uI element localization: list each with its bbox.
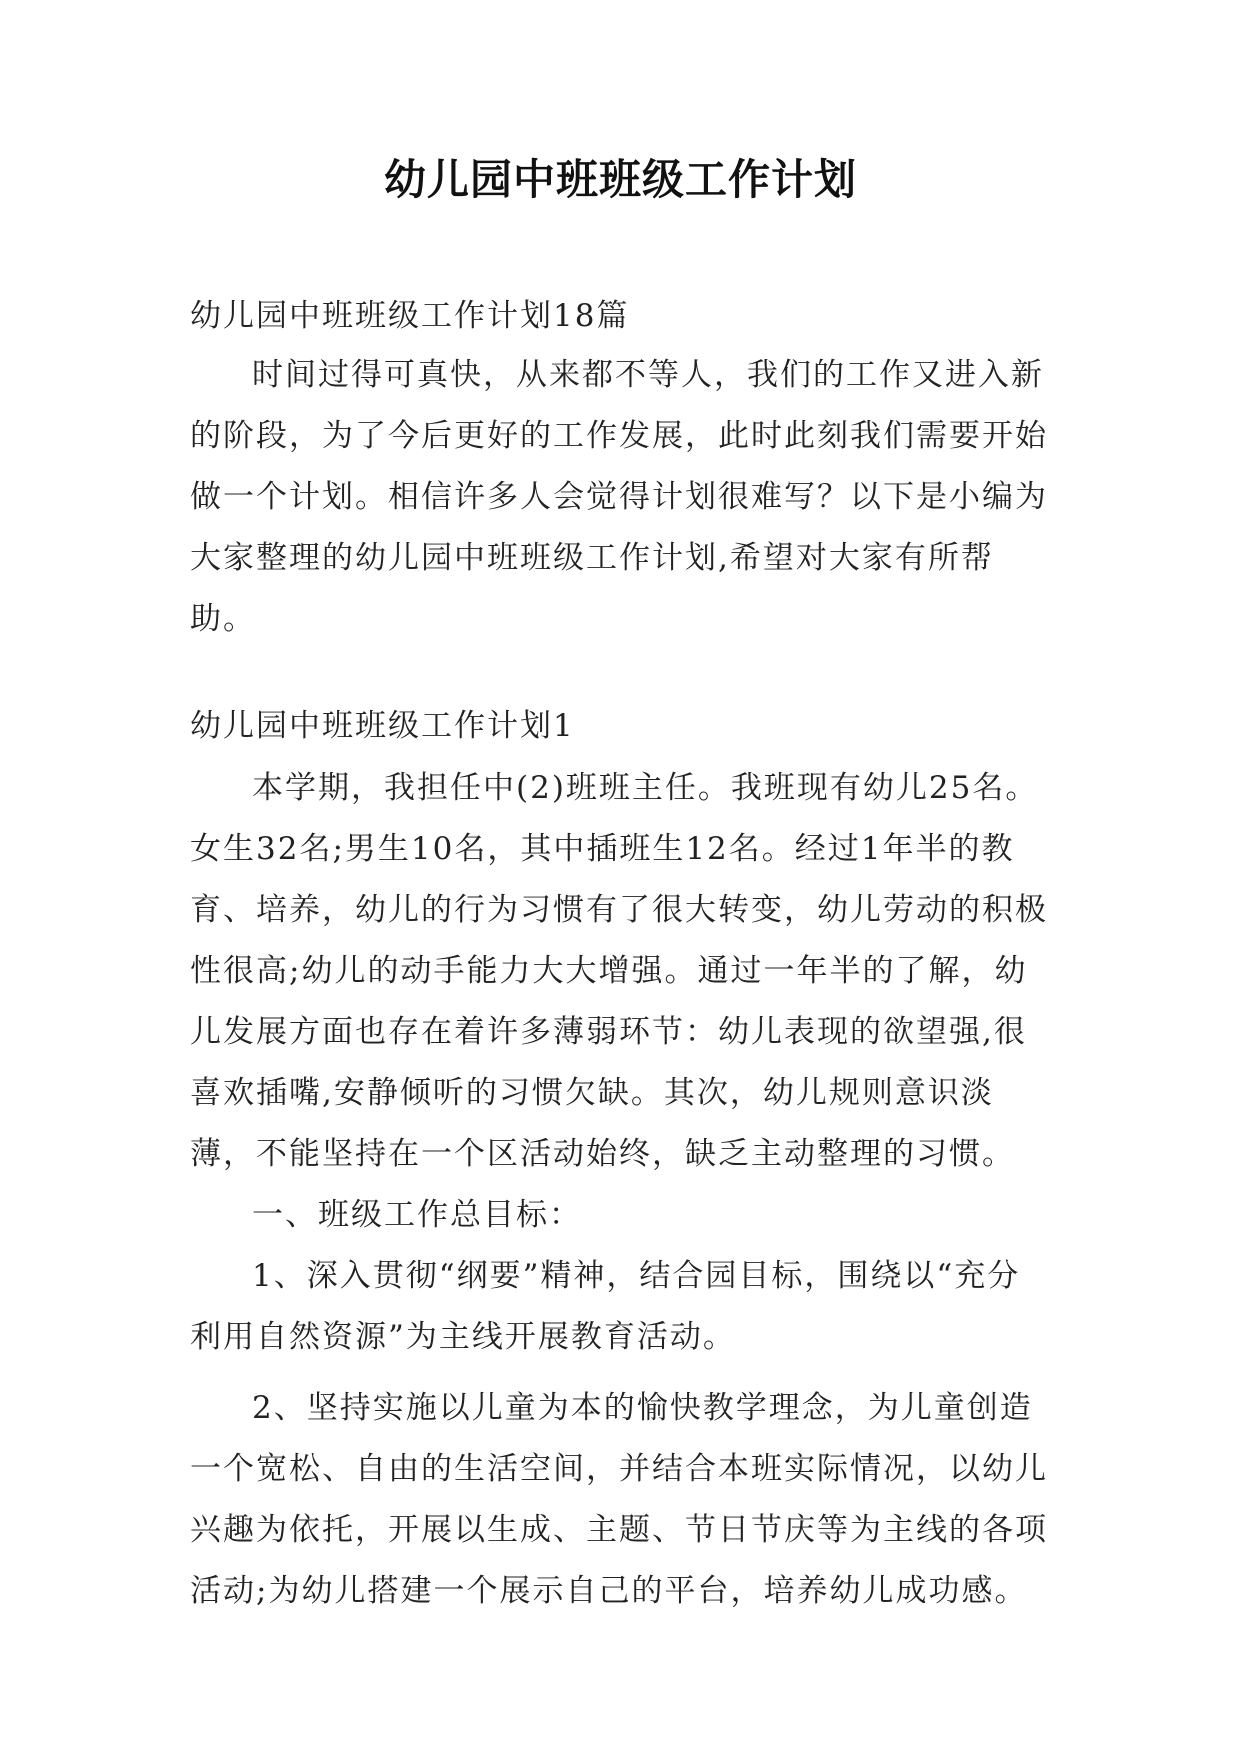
document-title: 幼儿园中班班级工作计划 [383,155,857,204]
section-heading: 幼儿园中班班级工作计划1 [190,708,575,744]
goals-heading: 一、班级工作总目标： [252,1197,582,1233]
document-subtitle: 幼儿园中班班级工作计划18篇 [190,298,630,334]
intro-text: 时间过得可真快，从来都不等人，我们的工作又进入新的阶段，为了今后更好的工作发展，此时此刻我们需要开始做一个计划。相信许多人会觉得计划很难写？以下是小编为大家整理的幼儿园中班班级工作计划,希望对大家有所帮助。 [190,357,1048,637]
section-body [190,758,1050,1622]
intro-paragraph [190,345,1050,650]
body-paragraph: 本学期，我担任中(2)班班主任。我班现有幼儿25名。女生32名;男生10名，其中插班生12名。经过1年半的教育、培养，幼儿的行为习惯有了很大转变，幼儿劳动的积极性很高;幼儿的动手能力大大增强。通过一年半的了解，幼儿发展方面也存在着许多薄弱环节：幼儿表现的欲望强,很喜欢插嘴,安静倾听的习惯欠缺。其次，幼儿规则意识淡薄，不能坚持在一个区活动始终，缺乏主动整理的习惯。 [190,770,1048,1172]
goal-item-1: 1、深入贯彻“纲要”精神，结合园目标，围绕以“充分利用自然资源”为主线开展教育活动。 [190,1258,1021,1355]
goal-item-2: 2、坚持实施以儿童为本的愉快教学理念，为儿童创造一个宽松、自由的生活空间，并结合本班实际情况，以幼儿兴趣为依托，开展以生成、主题、节日节庆等为主线的各项活动;为幼儿搭建一个展示自己的平台，培养幼儿成功感。 [190,1390,1048,1609]
